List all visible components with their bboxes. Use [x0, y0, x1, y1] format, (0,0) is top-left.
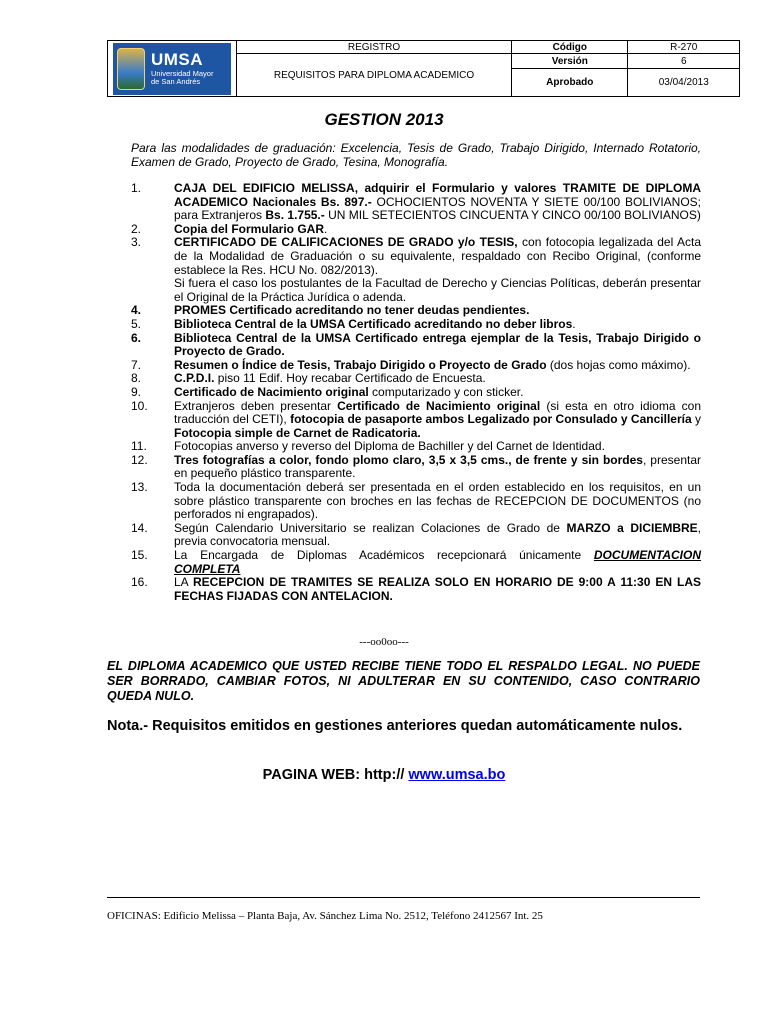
item-text-segment: La Encargada de Diplomas Académicos recepcionará únicamente — [174, 548, 594, 563]
item-number: 1. — [131, 181, 142, 195]
item-text-segment: CERTIFICADO DE CALIFICACIONES DE GRADO y/o TESIS, — [174, 235, 518, 250]
aprobado-value: 03/04/2013 — [628, 69, 740, 97]
note: Nota.- Requisitos emitidos en gestiones anteriores quedan automáticamente nulos. — [107, 718, 683, 734]
list-item — [131, 440, 701, 454]
item-text — [174, 386, 701, 400]
item-text — [174, 236, 701, 304]
page-title: GESTION 2013 — [324, 110, 444, 129]
requirements-list — [131, 182, 701, 603]
website-link[interactable]: www.umsa.bo — [408, 767, 506, 783]
list-item — [131, 236, 701, 304]
item-text-segment: Resumen o Índice de Tesis, Trabajo Dirigido o Proyecto de Grado — [174, 357, 547, 372]
item-text-segment: . — [572, 316, 576, 331]
version-label: Versión — [512, 54, 628, 69]
item-text-segment: Copia del Formulario GAR — [174, 221, 325, 236]
footer-divider — [107, 897, 700, 898]
logo-subtitle: Universidad Mayor de San Andrés — [150, 68, 214, 86]
item-text — [174, 576, 701, 603]
item-text — [174, 522, 701, 549]
logo-title: UMSA — [150, 49, 204, 69]
item-text-segment: UN MIL SETECIENTOS CINCUENTA Y CINCO 00/100 BOLIVIANOS) — [324, 208, 701, 223]
item-text — [174, 359, 701, 373]
list-item — [131, 318, 701, 332]
item-number: 7. — [131, 357, 142, 372]
item-text-segment: Bs. 1.755.- — [265, 208, 325, 223]
item-text-segment: Toda la documentación deberá ser presentada en el orden establecido en los requisitos, en un sobre plástico transparente con broches en las fechas de RECEPCION DE DOCUMENTOS (no perforados ni engrapados). — [174, 480, 701, 522]
item-text-segment: CAJA DEL EDIFICIO MELISSA, adquirir el Formulario y valores TRAMITE DE DIPLOMA ACADEMICO Nacionales Bs. 897.- — [174, 181, 701, 209]
list-item — [131, 372, 701, 386]
separator: ---oo0oo--- — [359, 636, 409, 648]
item-text — [174, 372, 701, 386]
item-text-segment: Certificado de Nacimiento original — [337, 398, 541, 413]
website-label: PAGINA WEB: http:// — [262, 767, 409, 783]
list-item — [131, 359, 701, 373]
item-text-segment: piso 11 Edif. Hoy recabar Certificado de Encuesta. — [214, 371, 486, 386]
item-text-segment: DOCUMENTACION COMPLETA — [174, 548, 701, 576]
item-text-segment: LA — [174, 575, 193, 590]
list-item — [131, 481, 701, 522]
item-text — [174, 182, 701, 223]
item-number: 2. — [131, 221, 142, 236]
item-text — [174, 440, 701, 454]
item-text-segment: RECEPCION DE TRAMITES SE REALIZA SOLO EN HORARIO DE 9:00 A 11:30 EN LAS FECHAS FIJADAS CON ANTELACION. — [174, 575, 701, 603]
item-number: 3. — [131, 235, 142, 250]
list-item — [131, 522, 701, 549]
item-text-segment: fotocopia de pasaporte ambos Legalizado por Consulado y Cancillería — [290, 412, 692, 427]
item-text-segment: , presentar en pequeño plástico transparente. — [174, 452, 701, 481]
website-line — [0, 767, 768, 783]
item-text-segment: Biblioteca Central de la UMSA Certificado acreditando no deber libros — [174, 316, 573, 331]
item-text-segment: computarizado y con sticker. — [368, 384, 524, 399]
item-number: 10. — [131, 398, 148, 413]
item-text-segment: PROMES Certificado acreditando no tener deudas pendientes. — [174, 303, 530, 318]
umsa-logo — [113, 43, 231, 95]
item-text-segment: Según Calendario Universitario se realizan Colaciones de Grado de — [174, 520, 567, 535]
version-value: 6 — [628, 54, 740, 69]
item-text — [174, 332, 701, 359]
registro-label: REGISTRO — [236, 41, 511, 54]
list-item — [131, 400, 701, 441]
item-number: 12. — [131, 452, 148, 467]
list-item — [131, 332, 701, 359]
item-text-segment: (dos hojas como máximo). — [546, 357, 691, 372]
item-text-segment: OCHOCIENTOS NOVENTA Y SIETE 00/100 BOLIVIANOS; para Extranjeros — [174, 194, 702, 223]
item-text-segment: , previa convocatoria mensual. — [174, 520, 702, 549]
list-item — [131, 304, 701, 318]
item-text-segment: C.P.D.I. — [174, 371, 215, 386]
item-text-segment: Fotocopia simple de Carnet de Radicatoria. — [174, 425, 421, 440]
item-text-segment: . — [324, 221, 328, 236]
item-number: 13. — [131, 480, 148, 495]
document-name: REQUISITOS PARA DIPLOMA ACADEMICO — [236, 54, 511, 97]
item-number: 5. — [131, 316, 142, 331]
item-text — [174, 481, 701, 522]
legal-disclaimer: EL DIPLOMA ACADEMICO QUE USTED RECIBE TIENE TODO EL RESPALDO LEGAL. NO PUEDE SER BORRADO, CAMBIAR FOTOS, NI ADULTERAR EN SU CONTENIDO, CASO CONTRARIO QUEDA NULO. — [107, 659, 700, 703]
item-number: 11. — [131, 439, 147, 454]
item-number: 16. — [131, 575, 148, 590]
item-text-segment: Tres fotografías a color, fondo plomo claro, 3,5 x 3,5 cms., de frente y sin bordes — [174, 452, 643, 467]
intro-paragraph: Para las modalidades de graduación: Excelencia, Tesis de Grado, Trabajo Dirigido, Internado Rotatorio, Examen de Grado, Proyecto de Grado, Tesina, Monografía. — [131, 141, 701, 169]
item-number: 15. — [131, 548, 148, 563]
item-text-segment: Biblioteca Central de la UMSA Certificado entrega ejemplar de la Tesis, Trabajo Dirigido o Proyecto de Grado. — [174, 330, 701, 359]
list-item — [131, 576, 701, 603]
university-seal-icon — [117, 48, 145, 90]
item-text-segment: (si esta en otro idioma con traducción del CETI), — [174, 398, 702, 427]
item-text — [174, 400, 701, 441]
item-text — [174, 549, 701, 576]
item-number: 14. — [131, 520, 148, 535]
item-text — [174, 454, 701, 481]
list-item — [131, 182, 701, 223]
item-text-segment: Fotocopias anverso y reverso del Diploma de Bachiller y del Carnet de Identidad. — [174, 439, 605, 454]
list-item — [131, 454, 701, 481]
item-text — [174, 318, 701, 332]
list-item — [131, 386, 701, 400]
list-item — [131, 223, 701, 237]
item-number: 4. — [131, 303, 142, 318]
logo-cell — [108, 41, 237, 97]
item-text — [174, 304, 701, 318]
item-text-segment: Extranjeros deben presentar — [174, 398, 338, 413]
item-number: 9. — [131, 384, 142, 399]
codigo-value: R-270 — [628, 41, 740, 54]
item-number: 6. — [131, 330, 142, 345]
list-item — [131, 549, 701, 576]
aprobado-label: Aprobado — [512, 69, 628, 97]
item-text-segment: Certificado de Nacimiento original — [174, 384, 369, 399]
codigo-label: Código — [512, 41, 628, 54]
footer-address: OFICINAS: Edificio Melissa – Planta Baja, Av. Sánchez Lima No. 2512, Teléfono 2412567 Int. 25 — [107, 910, 543, 922]
item-text-segment: con fotocopia legalizada del Acta de la Modalidad de Graduación o su equivalente, respaldado con Recibo Original, (conforme establece la Res. HCU No. 082/2013). — [174, 235, 701, 277]
header-table — [107, 40, 740, 97]
item-text-segment: y — [691, 412, 701, 427]
item-text-segment: Si fuera el caso los postulantes de la Facultad de Derecho y Ciencias Políticas, deberán presentar el Original de la Práctica Jurídica o adenda. — [174, 276, 701, 304]
item-text-segment: MARZO a DICIEMBRE — [566, 520, 698, 535]
item-number: 8. — [131, 371, 142, 386]
item-text — [174, 223, 701, 237]
